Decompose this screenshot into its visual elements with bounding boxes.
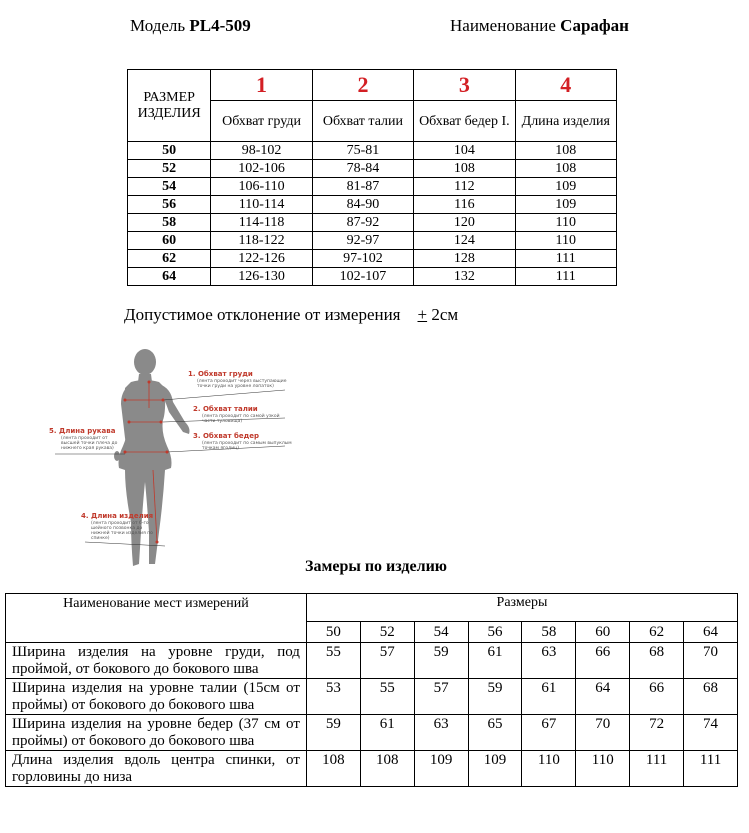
name-label: Наименование [450, 16, 556, 35]
size-cell: 52 [128, 160, 211, 178]
value-cell-c4: 108 [515, 160, 616, 178]
measurements-size-header-cell: 56 [468, 622, 522, 643]
measurement-value: 55 [306, 643, 360, 679]
note-hips: (лента проходит по самым выпуклым точкам ягодиц) [202, 441, 292, 451]
silhouette-figure [45, 342, 295, 572]
size-cell: 62 [128, 250, 211, 268]
measurement-value: 61 [522, 679, 576, 715]
value-cell-c3: 112 [414, 178, 515, 196]
size-cell: 60 [128, 232, 211, 250]
value-cell-c4: 110 [515, 232, 616, 250]
size-cell: 56 [128, 196, 211, 214]
measurements-size-header-cell: 64 [684, 622, 738, 643]
measurements-size-header-cell: 50 [306, 622, 360, 643]
size-row [128, 250, 617, 268]
tolerance-note [124, 305, 458, 325]
size-row [128, 268, 617, 286]
measurements-size-header-cell: 54 [414, 622, 468, 643]
measurement-value: 55 [360, 679, 414, 715]
value-cell-c2: 81-87 [312, 178, 413, 196]
measurement-value: 70 [576, 715, 630, 751]
measurement-value: 53 [306, 679, 360, 715]
value-cell-c2: 87-92 [312, 214, 413, 232]
note-sleeve: (лента проходит от высшей точки плеча до нижнего края рукава) [61, 436, 118, 451]
size-row [128, 178, 617, 196]
value-cell-c1: 114-118 [211, 214, 312, 232]
measurements-size-header-cell: 58 [522, 622, 576, 643]
value-cell-c4: 111 [515, 268, 616, 286]
measurement-value: 64 [576, 679, 630, 715]
measurements-size-header-cell: 52 [360, 622, 414, 643]
tolerance-pm: + [417, 305, 428, 324]
value-cell-c3: 116 [414, 196, 515, 214]
value-cell-c1: 118-122 [211, 232, 312, 250]
value-cell-c4: 111 [515, 250, 616, 268]
measurement-value: 68 [630, 643, 684, 679]
size-cell: 64 [128, 268, 211, 286]
measurement-value: 57 [414, 679, 468, 715]
measurement-value: 109 [414, 751, 468, 787]
value-cell-c2: 78-84 [312, 160, 413, 178]
measurements-table [5, 593, 738, 787]
measurement-value: 111 [684, 751, 738, 787]
size-row [128, 160, 617, 178]
size-row [128, 232, 617, 250]
measurements-name-header-text: Наименование мест измерений [63, 596, 249, 611]
col-num-4: 4 [515, 70, 616, 101]
value-cell-c2: 102-107 [312, 268, 413, 286]
value-cell-c1: 126-130 [211, 268, 312, 286]
size-cell: 50 [128, 142, 211, 160]
measurement-name: Ширина изделия на уровне талии (15см от проймы) от бокового до бокового шва [6, 679, 307, 715]
value-cell-c3: 104 [414, 142, 515, 160]
measurement-value: 66 [576, 643, 630, 679]
measurement-value: 63 [414, 715, 468, 751]
measurement-value: 110 [576, 751, 630, 787]
measurement-value: 63 [522, 643, 576, 679]
note-length: (лента проходит от 6-го шейного позвонка до нижней точки изделия по спинке) [91, 521, 153, 541]
measurement-value: 108 [306, 751, 360, 787]
value-cell-c1: 110-114 [211, 196, 312, 214]
measurement-value: 59 [306, 715, 360, 751]
col-num-2: 2 [312, 70, 413, 101]
measurement-value: 111 [630, 751, 684, 787]
measurement-figure [45, 342, 295, 572]
value-cell-c2: 84-90 [312, 196, 413, 214]
measurement-value: 70 [684, 643, 738, 679]
tolerance-value: 2см [431, 305, 459, 324]
measurement-name: Ширина изделия на уровне груди, под проймой, от бокового до бокового шва [6, 643, 307, 679]
col-num-1: 1 [211, 70, 312, 101]
col-label-2: Обхват талии [312, 101, 413, 142]
measurement-row [6, 643, 738, 679]
value-cell-c3: 124 [414, 232, 515, 250]
measurement-value: 72 [630, 715, 684, 751]
measurements-size-header-cell: 62 [630, 622, 684, 643]
measurement-value: 74 [684, 715, 738, 751]
value-cell-c4: 109 [515, 178, 616, 196]
measurement-value: 61 [360, 715, 414, 751]
col-num-3: 3 [414, 70, 515, 101]
measurement-value: 57 [360, 643, 414, 679]
label-length: 4. Длина изделия [81, 512, 154, 520]
measurement-row [6, 751, 738, 787]
value-cell-c1: 98-102 [211, 142, 312, 160]
name-value: Сарафан [560, 16, 629, 35]
measurements-title: Замеры по изделию [305, 558, 448, 575]
measurements-sizes-header: Размеры [306, 594, 737, 622]
measurement-value: 61 [468, 643, 522, 679]
value-cell-c3: 132 [414, 268, 515, 286]
measurement-value: 59 [414, 643, 468, 679]
measurement-row [6, 715, 738, 751]
size-row [128, 196, 617, 214]
measurement-value: 68 [684, 679, 738, 715]
measurement-value: 66 [630, 679, 684, 715]
label-waist: 2. Обхват талии [193, 405, 258, 413]
note-chest: (лента проходит через выступающие точки груди на уровне лопаток) [197, 379, 287, 389]
col-label-3: Обхват бедер I. [414, 101, 515, 142]
value-cell-c4: 109 [515, 196, 616, 214]
label-sleeve: 5. Длина рукава [49, 427, 116, 435]
col-label-4: Длина изделия [515, 101, 616, 142]
col-label-1: Обхват груди [211, 101, 312, 142]
model-value: PL4-509 [189, 16, 251, 35]
value-cell-c4: 108 [515, 142, 616, 160]
measurement-value: 108 [360, 751, 414, 787]
size-cell: 54 [128, 178, 211, 196]
model-line [130, 16, 251, 36]
note-waist: (лента проходит по самой узкой части туловища) [202, 414, 280, 424]
value-cell-c1: 106-110 [211, 178, 312, 196]
size-header [128, 70, 211, 142]
value-cell-c3: 108 [414, 160, 515, 178]
value-cell-c3: 120 [414, 214, 515, 232]
size-row [128, 142, 617, 160]
measurements-name-header [6, 594, 307, 643]
tolerance-text: Допустимое отклонение от измерения [124, 305, 401, 324]
measurement-value: 109 [468, 751, 522, 787]
measurements-size-header-cell: 60 [576, 622, 630, 643]
measurement-value: 65 [468, 715, 522, 751]
size-header-text: РАЗМЕР ИЗДЕЛИЯ [137, 89, 201, 121]
measurement-name: Ширина изделия на уровне бедер (37 см от проймы) от бокового до бокового шва [6, 715, 307, 751]
measurement-value: 67 [522, 715, 576, 751]
size-row [128, 214, 617, 232]
label-hips: 3. Обхват бедер [193, 432, 260, 440]
value-cell-c4: 110 [515, 214, 616, 232]
label-chest: 1. Обхват груди [188, 370, 253, 378]
value-cell-c2: 92-97 [312, 232, 413, 250]
model-label: Модель [130, 16, 186, 35]
value-cell-c2: 97-102 [312, 250, 413, 268]
measurement-value: 59 [468, 679, 522, 715]
value-cell-c3: 128 [414, 250, 515, 268]
name-line [450, 16, 629, 36]
measurement-row [6, 679, 738, 715]
measurement-name: Длина изделия вдоль центра спинки, от горловины до низа [6, 751, 307, 787]
value-cell-c1: 122-126 [211, 250, 312, 268]
size-table [127, 69, 617, 286]
value-cell-c2: 75-81 [312, 142, 413, 160]
value-cell-c1: 102-106 [211, 160, 312, 178]
measurement-value: 110 [522, 751, 576, 787]
size-cell: 58 [128, 214, 211, 232]
